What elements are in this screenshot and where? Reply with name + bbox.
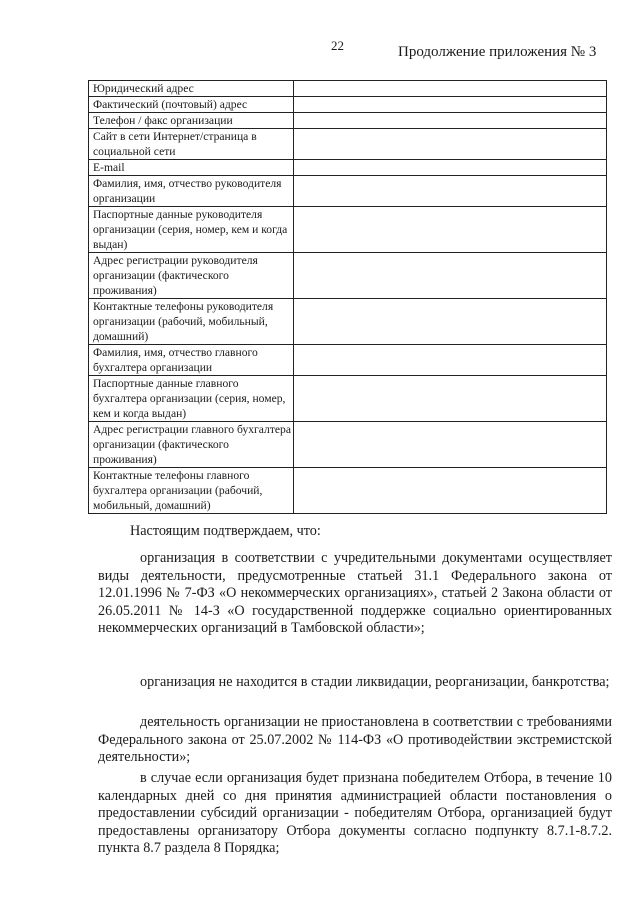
row-value-field[interactable] xyxy=(294,176,607,207)
organization-info-table xyxy=(88,80,607,514)
row-label: Телефон / факс организации xyxy=(89,113,294,129)
table-row xyxy=(89,160,607,176)
table-row xyxy=(89,176,607,207)
row-label: Сайт в сети Интернет/страница в социальной сети xyxy=(89,129,294,160)
paragraph-winner: в случае если организация будет признана победителем Отбора, в течение 10 календарных дней со дня принятия администрацией области постановления о предоставлении субсидий организации - победителям Отбора, организацией будут предоставлены организатору Отбора документы согласно подпункту 8.7.1-8.7.2. пункта 8.7 раздела 8 Порядка; xyxy=(98,770,612,857)
row-value-field[interactable] xyxy=(294,376,607,422)
table-row xyxy=(89,97,607,113)
row-value-field[interactable] xyxy=(294,207,607,253)
table-row xyxy=(89,376,607,422)
row-value-field[interactable] xyxy=(294,468,607,514)
paragraph-activities: организация в соответствии с учредительными документами осуществляет виды деятельности, предусмотренные статьей 31.1 Федерального закона от 12.01.1996 № 7-ФЗ «О некоммерческих организациях», статьей 2 Закона области от 26.05.2011 № 14-З «О государственной поддержке социально ориентированных некоммерческих организаций в Тамбовской области»; xyxy=(98,550,612,637)
row-value-field[interactable] xyxy=(294,253,607,299)
table-row xyxy=(89,345,607,376)
row-value-field[interactable] xyxy=(294,160,607,176)
row-label: Фамилия, имя, отчество главного бухгалтера организации xyxy=(89,345,294,376)
row-label: E-mail xyxy=(89,160,294,176)
table-row xyxy=(89,81,607,97)
row-label: Фамилия, имя, отчество руководителя организации xyxy=(89,176,294,207)
table-row xyxy=(89,468,607,514)
row-label: Юридический адрес xyxy=(89,81,294,97)
row-value-field[interactable] xyxy=(294,129,607,160)
row-label: Контактные телефоны главного бухгалтера организации (рабочий, мобильный, домашний) xyxy=(89,468,294,514)
row-value-field[interactable] xyxy=(294,422,607,468)
table-row xyxy=(89,113,607,129)
row-label: Фактический (почтовый) адрес xyxy=(89,97,294,113)
row-label: Паспортные данные руководителя организации (серия, номер, кем и когда выдан) xyxy=(89,207,294,253)
table-row xyxy=(89,207,607,253)
page-number: 22 xyxy=(331,38,344,53)
row-value-field[interactable] xyxy=(294,299,607,345)
page-header: Продолжение приложения № 3 xyxy=(398,44,597,60)
row-value-field[interactable] xyxy=(294,97,607,113)
row-value-field[interactable] xyxy=(294,345,607,376)
row-value-field[interactable] xyxy=(294,81,607,97)
confirmation-intro: Настоящим подтверждаем, что: xyxy=(130,523,321,539)
row-label: Паспортные данные главного бухгалтера организации (серия, номер, кем и когда выдан) xyxy=(89,376,294,422)
table-row xyxy=(89,422,607,468)
table-row xyxy=(89,129,607,160)
table-row xyxy=(89,299,607,345)
row-label: Адрес регистрации руководителя организации (фактического проживания) xyxy=(89,253,294,299)
row-label: Контактные телефоны руководителя организации (рабочий, мобильный, домашний) xyxy=(89,299,294,345)
table-row xyxy=(89,253,607,299)
paragraph-suspension: деятельность организации не приостановлена в соответствии с требованиями Федерального закона от 25.07.2002 № 114-ФЗ «О противодействии экстремистской деятельности»; xyxy=(98,714,612,766)
paragraph-liquidation: организация не находится в стадии ликвидации, реорганизации, банкротства; xyxy=(140,674,610,690)
row-label: Адрес регистрации главного бухгалтера организации (фактического проживания) xyxy=(89,422,294,468)
row-value-field[interactable] xyxy=(294,113,607,129)
